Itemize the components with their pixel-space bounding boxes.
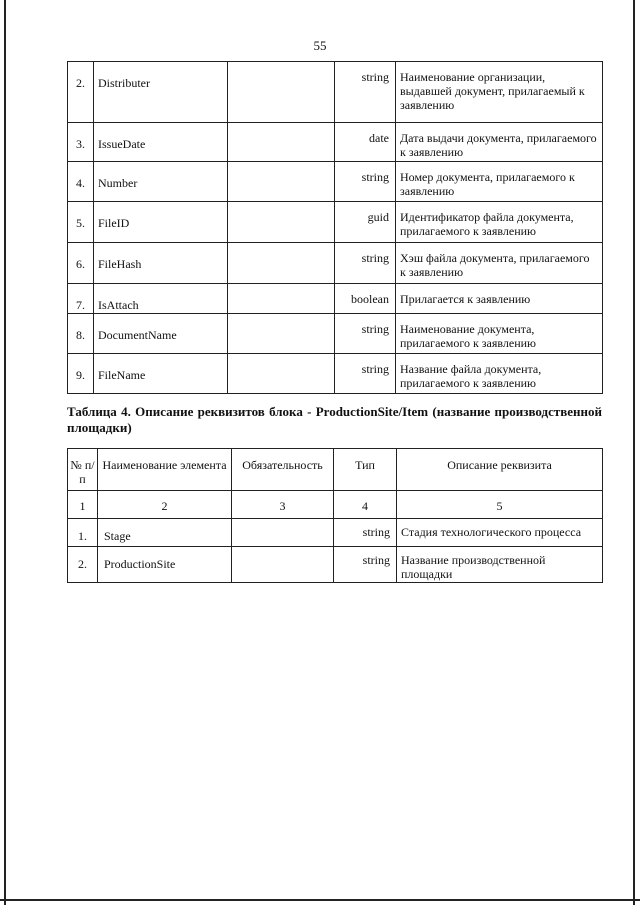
table-row	[68, 202, 603, 243]
header-element-name: Наименование элемента	[98, 449, 232, 491]
element-name-cell: Number	[94, 162, 228, 202]
table-row	[68, 123, 603, 162]
element-name-cell: DocumentName	[94, 314, 228, 354]
requisites-table-continued	[67, 61, 603, 394]
element-name-cell: IssueDate	[94, 123, 228, 162]
description-cell: Прилагается к заявлению	[396, 284, 603, 314]
table-row	[68, 547, 603, 583]
header-description: Описание реквизита	[397, 449, 603, 491]
row-number-cell: 3.	[68, 123, 94, 162]
element-name-cell: FileName	[94, 354, 228, 394]
table-row	[68, 162, 603, 202]
page-border-bottom	[0, 899, 640, 901]
type-cell: string	[335, 243, 396, 284]
required-cell	[228, 314, 335, 354]
column-number-cell: 2	[98, 491, 232, 519]
page-border-left	[4, 0, 6, 905]
description-cell: Название производственной площадки	[397, 547, 603, 583]
column-numbers-row	[68, 491, 603, 519]
description-cell: Хэш файла документа, прилагаемого к заявлению	[396, 243, 603, 284]
table-row	[68, 354, 603, 394]
required-cell	[232, 547, 334, 583]
row-number-cell: 7.	[68, 284, 94, 314]
element-name-cell: ProductionSite	[98, 547, 232, 583]
element-name-cell: IsAttach	[94, 284, 228, 314]
page-border-right	[633, 0, 635, 905]
row-number-cell: 9.	[68, 354, 94, 394]
element-name-cell: FileHash	[94, 243, 228, 284]
column-number-cell: 1	[68, 491, 98, 519]
type-cell: string	[335, 62, 396, 123]
type-cell: guid	[335, 202, 396, 243]
column-number-cell: 5	[397, 491, 603, 519]
column-number-cell: 4	[334, 491, 397, 519]
description-cell: Наименование документа, прилагаемого к заявлению	[396, 314, 603, 354]
element-name-cell: Distributer	[94, 62, 228, 123]
type-cell: date	[335, 123, 396, 162]
required-cell	[228, 62, 335, 123]
description-cell: Название файла документа, прилагаемого к заявлению	[396, 354, 603, 394]
description-cell: Идентификатор файла документа, прилагаемого к заявлению	[396, 202, 603, 243]
description-cell: Стадия технологического процесса	[397, 519, 603, 547]
row-number-cell: 4.	[68, 162, 94, 202]
row-number-cell: 2.	[68, 62, 94, 123]
table-row	[68, 62, 603, 123]
row-number-cell: 8.	[68, 314, 94, 354]
element-name-cell: Stage	[98, 519, 232, 547]
required-cell	[228, 354, 335, 394]
header-number: № п/п	[68, 449, 98, 491]
table-header-row	[68, 449, 603, 491]
type-cell: string	[335, 354, 396, 394]
column-number-cell: 3	[232, 491, 334, 519]
type-cell: string	[334, 519, 397, 547]
table-row	[68, 519, 603, 547]
row-number-cell: 2.	[68, 547, 98, 583]
description-cell: Наименование организации, выдавшей документ, прилагаемый к заявлению	[396, 62, 603, 123]
table-row	[68, 314, 603, 354]
element-name-cell: FileID	[94, 202, 228, 243]
row-number-cell: 5.	[68, 202, 94, 243]
type-cell: string	[335, 314, 396, 354]
table-row	[68, 243, 603, 284]
required-cell	[232, 519, 334, 547]
row-number-cell: 1.	[68, 519, 98, 547]
page-number: 55	[313, 38, 327, 53]
required-cell	[228, 162, 335, 202]
table-row	[68, 284, 603, 314]
description-cell: Номер документа, прилагаемого к заявлению	[396, 162, 603, 202]
required-cell	[228, 202, 335, 243]
header-type: Тип	[334, 449, 397, 491]
type-cell: string	[334, 547, 397, 583]
required-cell	[228, 284, 335, 314]
type-cell: boolean	[335, 284, 396, 314]
description-cell: Дата выдачи документа, прилагаемого к заявлению	[396, 123, 603, 162]
row-number-cell: 6.	[68, 243, 94, 284]
table-4-caption: Таблица 4. Описание реквизитов блока - ProductionSite/Item (название производственной площадки)	[67, 404, 602, 435]
required-cell	[228, 123, 335, 162]
production-site-requisites-table	[67, 448, 603, 583]
required-cell	[228, 243, 335, 284]
header-required: Обязательность	[232, 449, 334, 491]
type-cell: string	[335, 162, 396, 202]
